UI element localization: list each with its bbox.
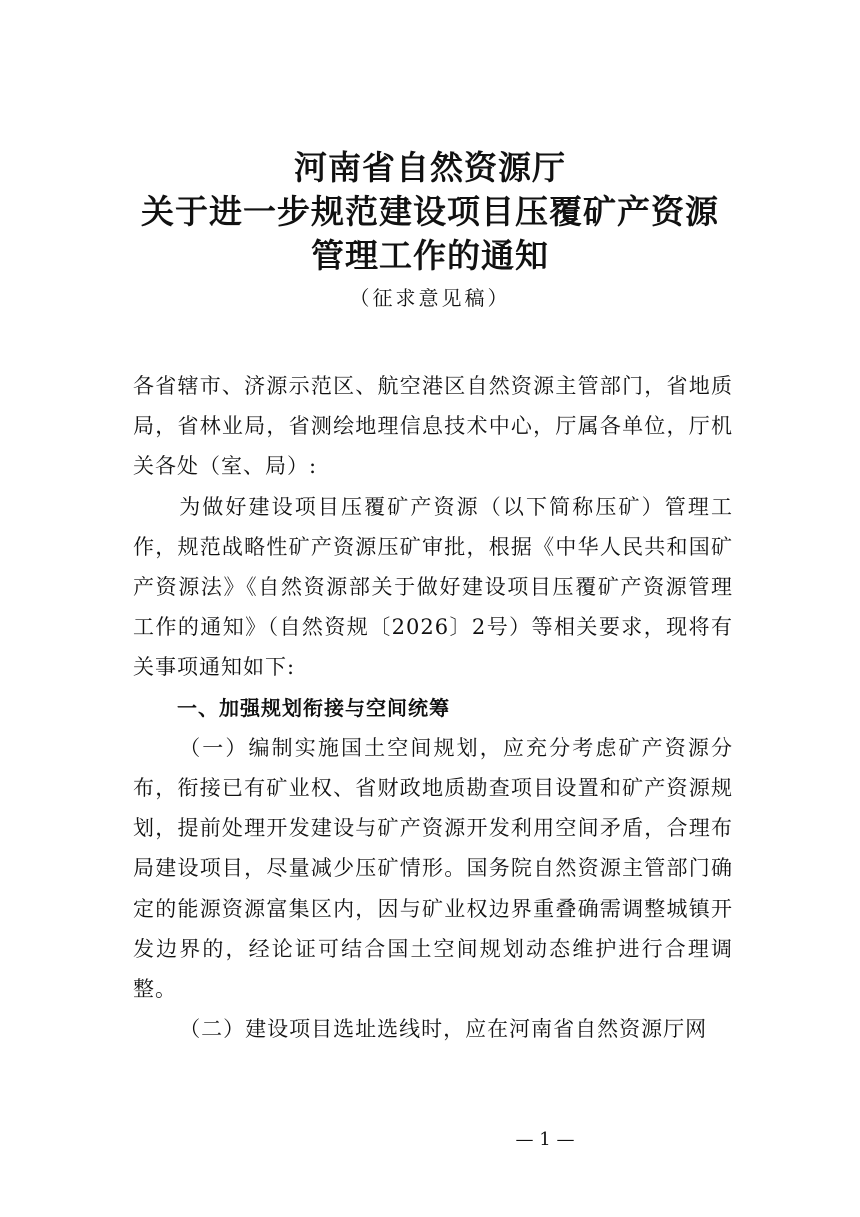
item-paragraph-2: （二）建设项目选址选线时，应在河南省自然资源厅网 [179,1017,708,1042]
item-paragraph-1: （一）编制实施国土空间规划，应充分考虑矿产资源分布，衔接已有矿业权、省财政地质勘查项目设置和矿产资源规划，提前处理开发建设与矿产资源开发利用空间矛盾，合理布局建设项目，尽量减少压矿情形。国务院自然资源主管部门确定的能源资源富集区内，因与矿业权边界重叠确需调整城镇开发边界的，经论证可结合国土空间规划动态维护进行合理调整。 [133,735,733,1002]
title-block [0,146,860,316]
document-title-line-2: 关于进一步规范建设项目压覆矿产资源 [141,192,719,231]
document-title-line-1: 河南省自然资源厅 [294,148,566,187]
section-heading-1: 一、加强规划衔接与空间统筹 [177,695,450,720]
intro-paragraph: 为做好建设项目压覆矿产资源（以下简称压矿）管理工作，规范战略性矿产资源压矿审批，根据《中华人民共和国矿产资源法》《自然资源部关于做好建设项目压覆矿产资源管理工作的通知》（自然资规〔2026〕2号）等相关要求，现将有关事项通知如下: [133,494,733,680]
document-title-line-3: 管理工作的通知 [311,236,549,275]
document-body [133,366,733,1049]
document-subtitle: （征求意见稿） [349,286,511,310]
recipients-paragraph: 各省辖市、济源示范区、航空港区自然资源主管部门，省地质局，省林业局，省测绘地理信息技术中心，厅属各单位，厅机关各处（室、局）: [133,374,733,479]
page-number: — 1 — [515,1129,575,1150]
